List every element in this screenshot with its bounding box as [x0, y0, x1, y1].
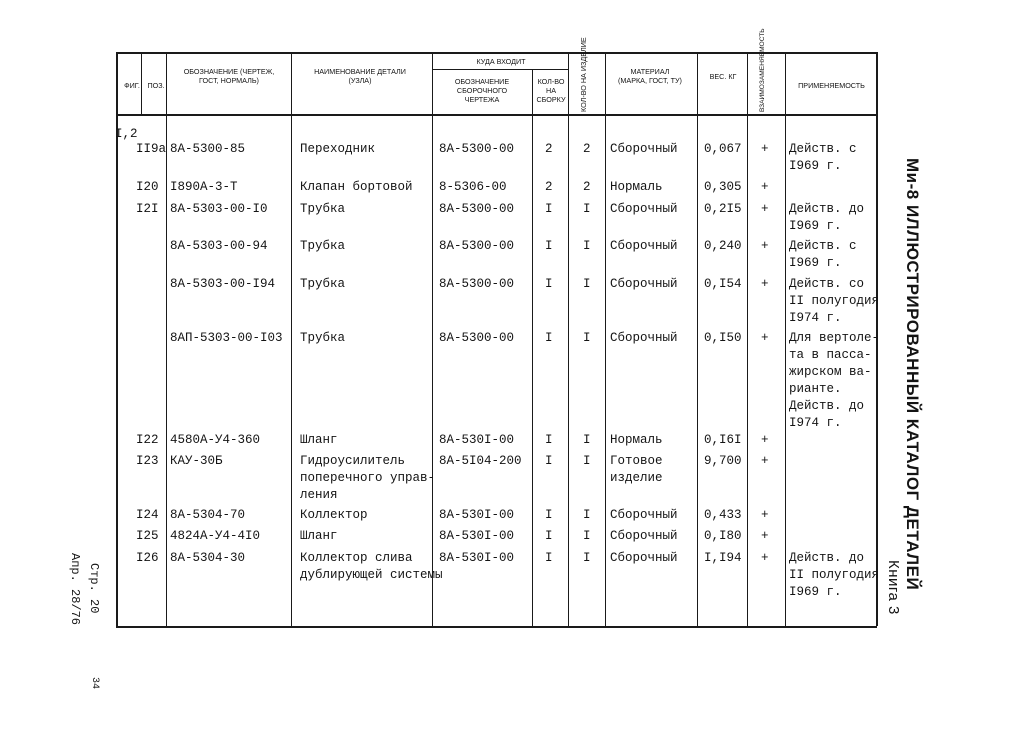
cell-assembly: 8A-530I-00 — [439, 433, 515, 447]
header-weight: ВЕС. КГ — [709, 72, 737, 81]
cell-interchange: + — [761, 508, 769, 522]
cell-qty-asm: I — [545, 433, 553, 447]
cell-interchange: + — [761, 202, 769, 216]
cell-interchange: + — [761, 331, 769, 345]
header-name: НАИМЕНОВАНИЕ ДЕТАЛИ (УЗЛА) — [314, 67, 406, 85]
cell-qty-asm: 2 — [545, 142, 553, 156]
cell-name: Шланг — [300, 433, 338, 447]
cell-weight: 0,2I5 — [704, 202, 742, 216]
page-number-label: Стр. 20 — [87, 563, 101, 614]
cell-material: Сборочный — [610, 529, 678, 543]
cell-qty-asm: I — [545, 239, 553, 253]
cell-weight: 0,067 — [704, 142, 742, 156]
cell-pos: I24 — [136, 508, 159, 522]
cell-qty-prod: I — [583, 277, 591, 291]
cell-pos: I20 — [136, 180, 159, 194]
cell-designation: 8A-5303-00-I0 — [170, 202, 268, 216]
cell-designation: 8A-5304-70 — [170, 508, 246, 522]
header-pos: ПОЗ. — [147, 81, 165, 90]
cell-assembly: 8A-5300-00 — [439, 142, 515, 156]
header-qty-product: КОЛ-ВО НА ИЗДЕЛИЕ — [579, 37, 588, 112]
cell-assembly: 8A-530I-00 — [439, 529, 515, 543]
header-fig: ФИГ. — [124, 81, 140, 90]
cell-qty-prod: I — [583, 433, 591, 447]
cell-applicability: Для вертоле- — [789, 331, 880, 345]
cell-weight: 9,700 — [704, 454, 742, 468]
cell-interchange: + — [761, 433, 769, 447]
header-qty-assembly: КОЛ-ВО НА СБОРКУ — [536, 77, 566, 104]
cell-qty-asm: 2 — [545, 180, 553, 194]
cell-assembly: 8A-5300-00 — [439, 331, 515, 345]
cell-pos: I23 — [136, 454, 159, 468]
cell-qty-asm: I — [545, 529, 553, 543]
cell-assembly: 8A-5300-00 — [439, 202, 515, 216]
cell-weight: 0,I6I — [704, 433, 742, 447]
cell-designation: 8AП-5303-00-I03 — [170, 331, 283, 345]
cell-designation: КАУ-30Б — [170, 454, 223, 468]
cell-pos: I2I — [136, 202, 159, 216]
cell-designation: I890A-3-T — [170, 180, 238, 194]
cell-material: Сборочный — [610, 508, 678, 522]
cell-material: Сборочный — [610, 551, 678, 565]
cell-name: Гидроусилитель — [300, 454, 406, 468]
catalog-title: Ми-8 ИЛЛЮСТРИРОВАННЫЙ КАТАЛОГ ДЕТАЛЕЙ — [903, 158, 922, 591]
cell-weight: 0,305 — [704, 180, 742, 194]
cell-assembly: 8A-530I-00 — [439, 551, 515, 565]
cell-pos: I25 — [136, 529, 159, 543]
cell-name: Трубка — [300, 202, 346, 216]
cell-interchange: + — [761, 277, 769, 291]
header-assembly-drawing: ОБОЗНАЧЕНИЕ СБОРОЧНОГО ЧЕРТЕЖА — [454, 77, 510, 104]
cell-weight: 0,I80 — [704, 529, 742, 543]
cell-interchange: + — [761, 454, 769, 468]
cell-interchange: + — [761, 180, 769, 194]
cell-applicability: рианте. — [789, 382, 842, 396]
cell-name: Переходник — [300, 142, 376, 156]
cell-applicability: I974 г. — [789, 416, 842, 430]
cell-weight: 0,240 — [704, 239, 742, 253]
cell-qty-prod: I — [583, 529, 591, 543]
cell-pos: I26 — [136, 551, 159, 565]
cell-interchange: + — [761, 142, 769, 156]
cell-weight: 0,I54 — [704, 277, 742, 291]
cell-name: ления — [300, 488, 338, 502]
cell-material: Сборочный — [610, 142, 678, 156]
header-material: МАТЕРИАЛ (МАРКА, ГОСТ, ТУ) — [618, 67, 682, 85]
cell-interchange: + — [761, 551, 769, 565]
cell-designation: 8A-5303-00-I94 — [170, 277, 276, 291]
header-where-used: КУДА ВХОДИТ — [476, 57, 526, 66]
cell-applicability: I969 г. — [789, 159, 842, 173]
cell-pos: II9a — [136, 142, 167, 156]
book-label: Книга 3 — [885, 560, 902, 615]
cell-pos: I22 — [136, 433, 159, 447]
cell-applicability: I969 г. — [789, 256, 842, 270]
cell-applicability: Действ. со — [789, 277, 865, 291]
cell-applicability: I969 г. — [789, 219, 842, 233]
cell-qty-prod: I — [583, 508, 591, 522]
cell-interchange: + — [761, 239, 769, 253]
cell-name: Трубка — [300, 331, 346, 345]
cell-material: Сборочный — [610, 331, 678, 345]
cell-designation: 8A-5300-85 — [170, 142, 246, 156]
cell-assembly: 8A-5I04-200 — [439, 454, 522, 468]
cell-applicability: Действ. до — [789, 551, 865, 565]
cell-qty-prod: I — [583, 454, 591, 468]
cell-qty-prod: I — [583, 331, 591, 345]
cell-assembly: 8A-5300-00 — [439, 239, 515, 253]
cell-qty-prod: 2 — [583, 180, 591, 194]
cell-designation: 8A-5304-30 — [170, 551, 246, 565]
cell-designation: 4824A-У4-4I0 — [170, 529, 261, 543]
cell-applicability: Действ. до — [789, 399, 865, 413]
cell-applicability: II полугодия — [789, 294, 880, 308]
header-interchange: ВЗАИМОЗАМЕНЯЕМОСТЬ — [759, 28, 766, 112]
revision-date-label: Апр. 28/76 — [68, 553, 82, 626]
cell-assembly: 8-5306-00 — [439, 180, 507, 194]
cell-name: Шланг — [300, 529, 338, 543]
cell-applicability: та в пасса- — [789, 348, 872, 362]
cell-applicability: Действ. до — [789, 202, 865, 216]
cell-applicability: Действ. с — [789, 239, 857, 253]
cell-material: Сборочный — [610, 239, 678, 253]
cell-weight: I,I94 — [704, 551, 742, 565]
fig-group-label: I,2 — [115, 127, 138, 141]
cell-assembly: 8A-5300-00 — [439, 277, 515, 291]
header-designation: ОБОЗНАЧЕНИЕ (ЧЕРТЕЖ, ГОСТ, НОРМАЛЬ) — [183, 67, 275, 85]
cell-name: дублирующей системы — [300, 568, 443, 582]
cell-name: Трубка — [300, 277, 346, 291]
cell-name: Коллектор слива — [300, 551, 413, 565]
cell-qty-prod: I — [583, 239, 591, 253]
cell-qty-prod: 2 — [583, 142, 591, 156]
cell-qty-asm: I — [545, 454, 553, 468]
cell-material: Нормаль — [610, 180, 663, 194]
cell-weight: 0,433 — [704, 508, 742, 522]
cell-qty-asm: I — [545, 277, 553, 291]
cell-applicability: II полугодия — [789, 568, 880, 582]
cell-interchange: + — [761, 529, 769, 543]
cell-applicability: I969 г. — [789, 585, 842, 599]
cell-name: поперечного управ- — [300, 471, 436, 485]
cell-qty-asm: I — [545, 551, 553, 565]
cell-material: Сборочный — [610, 202, 678, 216]
cell-name: Коллектор — [300, 508, 368, 522]
cell-qty-prod: I — [583, 551, 591, 565]
cell-applicability: I974 г. — [789, 311, 842, 325]
cell-designation: 4580A-У4-360 — [170, 433, 261, 447]
cell-designation: 8A-5303-00-94 — [170, 239, 268, 253]
cell-applicability: Действ. с — [789, 142, 857, 156]
cell-applicability: жирском ва- — [789, 365, 872, 379]
cell-material: Сборочный — [610, 277, 678, 291]
cell-qty-asm: I — [545, 202, 553, 216]
cell-qty-prod: I — [583, 202, 591, 216]
cell-name: Клапан бортовой — [300, 180, 413, 194]
cell-assembly: 8A-530I-00 — [439, 508, 515, 522]
header-applicability: ПРИМЕНЯЕМОСТЬ — [798, 81, 865, 90]
cell-weight: 0,I50 — [704, 331, 742, 345]
cell-qty-asm: I — [545, 331, 553, 345]
cell-material: Готовое — [610, 454, 663, 468]
page-index: 34 — [89, 677, 100, 690]
cell-name: Трубка — [300, 239, 346, 253]
cell-qty-asm: I — [545, 508, 553, 522]
cell-material: Нормаль — [610, 433, 663, 447]
cell-material: изделие — [610, 471, 663, 485]
